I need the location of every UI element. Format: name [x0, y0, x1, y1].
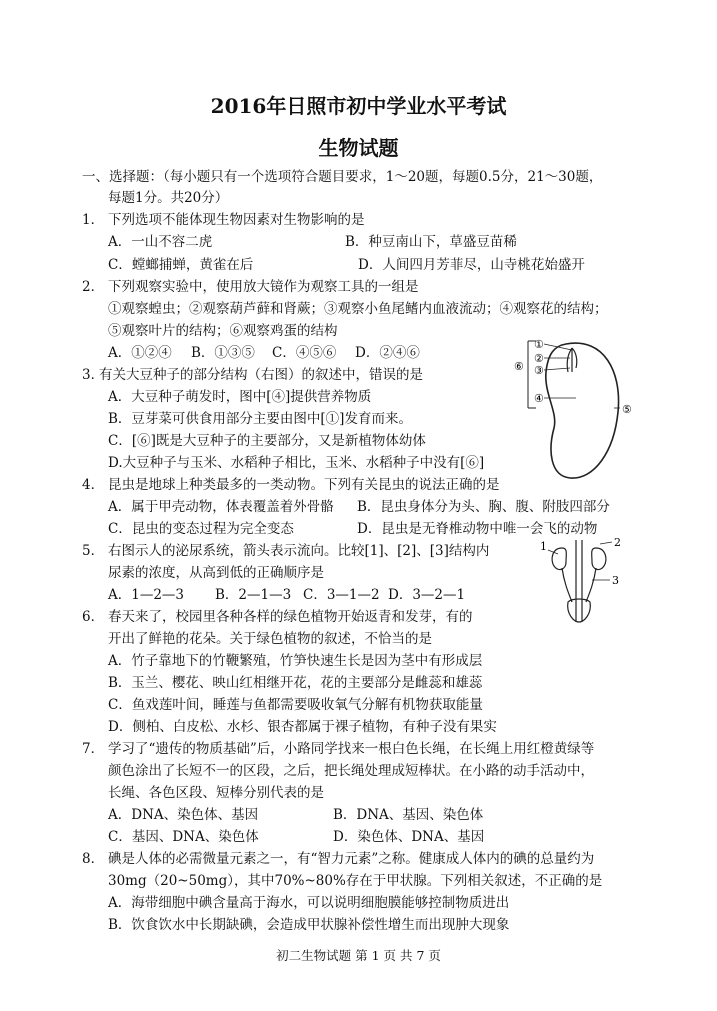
option-c: C．螳螂捕蝉，黄雀在后	[108, 257, 254, 273]
section-instruction-1: （每小题只有一个选项符合题目要求，1～20题，每题0.5分，21～30题，	[163, 169, 603, 185]
seed-label-2: ②	[534, 352, 544, 365]
seed-leader-3	[544, 368, 570, 370]
question-stem-line: 30mg（20~50mg），其中70%~80%存在于甲状腺。下列相关叙述，不正确的是	[108, 873, 603, 889]
question-stem-line: 颜色涂出了长短不一的区段，之后，把长绳处理成短棒状。在小路的动手活动中，	[108, 763, 594, 779]
question-stem-line: 尿素的浓度，从高到低的正确顺序是	[108, 565, 324, 581]
option-a: A．DNA、染色体、基因	[108, 807, 259, 823]
seed-label-5: ⑤	[622, 403, 632, 416]
option-a: A．属于甲壳动物，体表覆盖着外骨骼	[108, 499, 334, 515]
bladder	[568, 599, 591, 622]
question-number: 4．	[82, 477, 105, 493]
option-d: D.大豆种子与玉米、水稻种子相比，玉米、水稻种子中没有[⑥]	[108, 455, 485, 471]
seed-label-3: ③	[534, 364, 544, 377]
option-c: C．鱼戏莲叶间，睡莲与鱼都需要吸收氧气分解有机物获取能量	[108, 697, 483, 713]
option-b: B．昆虫身体分为头、胸、腹、附肢四部分	[357, 499, 610, 515]
option-d: D．昆虫是无脊椎动物中唯一会飞的动物	[357, 521, 598, 537]
section-header	[82, 168, 602, 186]
option-a: A．①②④	[108, 345, 172, 361]
option-d: D．②④⑥	[355, 345, 420, 361]
question-number: 2．	[82, 279, 105, 295]
urinary-label-1: 1	[540, 540, 547, 553]
question-number: 6．	[82, 609, 105, 625]
option-a: A．一山不容二虎	[108, 234, 213, 250]
question-number: 5．	[82, 543, 105, 559]
question-stem: 昆虫是地球上种类最多的一类动物。下列有关昆虫的说法正确的是	[108, 477, 500, 493]
exam-subtitle: 生物试题	[318, 136, 399, 160]
question-stem-line: ⑤观察叶片的结构；⑥观察鸡蛋的结构	[108, 323, 338, 339]
urinary-system-figure	[540, 536, 630, 626]
option-b: B．①③⑤	[191, 345, 255, 361]
option-b: B．豆芽菜可供食用部分主要由图中[①]发育而来。	[108, 411, 412, 427]
soybean-seed-figure	[514, 332, 634, 492]
seed-plumule	[572, 348, 577, 368]
question-stem: 右图示人的泌尿系统，箭头表示流向。比较[1]、[2]、[3]结构内	[108, 543, 490, 559]
seed-coat-outline	[546, 343, 619, 478]
section-label: 一、选择题：	[82, 169, 163, 185]
question-number: 8．	[82, 851, 105, 867]
question-stem: 学习了“遗传的物质基础”后，小路同学找来一根白色长绳，在长绳上用红橙黄绿等	[108, 741, 595, 757]
question-stem-line: 开出了鲜艳的花朵。关于绿色植物的叙述，不恰当的是	[108, 631, 432, 647]
right-kidney	[592, 548, 606, 569]
option-a: A．大豆种子萌发时，图中[④]提供营养物质	[108, 389, 372, 405]
urinary-label-3: 3	[612, 574, 619, 587]
option-c: C．基因、DNA、染色体	[108, 829, 259, 845]
option-b: B．种豆南山下，草盛豆苗稀	[345, 234, 517, 250]
seed-leader-1	[544, 344, 572, 350]
question-stem-line: ①观察蝗虫；②观察葫芦藓和肾蕨；③观察小鱼尾鳍内血液流动；④观察花的结构；	[108, 301, 608, 317]
option-c: C．昆虫的变态过程为完全变态	[108, 521, 294, 537]
exam-title: 2016年日照市初中学业水平考试	[210, 94, 507, 118]
question-stem: 下列观察实验中，使用放大镜作为观察工具的一组是	[108, 279, 419, 295]
question-stem: 下列选项不能体现生物因素对生物影响的是	[108, 212, 365, 228]
option-b: B．玉兰、樱花、映山红相继开花，花的主要部分是雌蕊和雄蕊	[108, 675, 483, 691]
right-ureter	[586, 568, 596, 602]
option-d: D．侧柏、白皮松、水杉、银杏都属于裸子植物，有种子没有果实	[108, 719, 497, 735]
option-b: B．DNA、基因、染色体	[333, 807, 484, 823]
option-a: A．1—2—3	[108, 587, 185, 603]
left-ureter	[562, 568, 572, 602]
question-stem: 春天来了，校园里各种各样的绿色植物开始返青和发芽，有的	[108, 609, 473, 625]
urinary-label-2: 2	[614, 536, 621, 549]
question-stem: 有关大豆种子的部分结构（右图）的叙述中，错误的是	[99, 367, 423, 383]
seed-label-4: ④	[534, 392, 544, 405]
option-b: B．2—1—3	[215, 587, 292, 603]
question-number: 1．	[82, 212, 105, 228]
question-stem-line: 长绳、各色区段、短棒分别代表的是	[108, 785, 324, 801]
urinary-leader-2	[600, 542, 612, 544]
option-d: D．染色体、DNA、基因	[333, 829, 485, 845]
left-kidney	[552, 548, 566, 569]
page-footer: 初二生物试题 第 1 页 共 7 页	[276, 948, 441, 963]
section-instruction-2: 每题1分。共20分）	[108, 190, 229, 206]
option-d: D．3—2—1	[388, 587, 466, 603]
question-stem: 碘是人体的必需微量元素之一，有“智力元素”之称。健康成人体内的碘的总量约为	[108, 851, 595, 867]
option-c: C．[⑥]既是大豆种子的主要部分，又是新植物体幼体	[108, 433, 426, 449]
option-c: C．3—1—2	[303, 587, 380, 603]
option-d: D．人间四月芳菲尽，山寺桃花始盛开	[358, 257, 585, 273]
option-c: C．④⑤⑥	[272, 345, 337, 361]
seed-label-6: ⑥	[514, 360, 524, 373]
option-b: B．饮食饮水中长期缺碘，会造成甲状腺补偿性增生而出现肿大现象	[108, 917, 510, 933]
option-a: A．海带细胞中碘含量高于海水，可以说明细胞膜能够控制物质进出	[108, 895, 510, 911]
question-number: 7．	[82, 741, 105, 757]
question-number: 3．	[82, 367, 105, 383]
option-a: A．竹子靠地下的竹鞭繁殖，竹笋快速生长是因为茎中有形成层	[108, 653, 483, 669]
seed-label-1: ①	[534, 338, 544, 351]
